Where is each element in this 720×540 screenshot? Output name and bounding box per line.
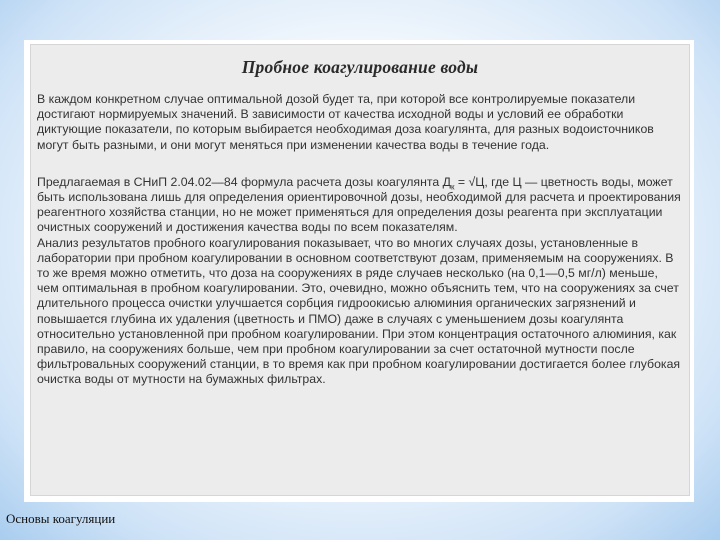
paragraph-snip-formula (37, 175, 681, 236)
slide-card (24, 40, 694, 502)
paragraph-gap (37, 153, 681, 175)
footer-caption: Основы коагуляции (6, 511, 116, 526)
formula-text-start: Предлагаемая в СНиП 2.04.02—84 формула расчета дозы коагулянта Д (37, 174, 451, 189)
paragraph-analysis: Анализ результатов пробного коагулирования показывает, что во многих случаях дозы, установленные в лаборатории при пробном коагулировании в основном соответствуют дозам, применяемым на сооружениях. В то же время можно отметить, что доза на сооружениях в ряде случаев несколько (на 0,1—0,5 мг/л) меньше, чем оптимальная в пробном коагулировании. Это, очевидно, можно объяснить тем, что на сооружениях за счет длительного процесса очистки улучшается сорбция гидроокисью алюминия органических загрязнений и повышается глубина их удаления (цветность и ПМО) даже в случаях с уменьшением дозы коагулянта относительно установленной при пробном коагулировании. При этом концентрация остаточного алюминия, как правило, на сооружениях больше, чем при пробном коагулировании за счет остаточной мутности после фильтровальных сооружений станции, в то время как при пробном коагулировании достигается более глубокая очистка воды от мутности на бумажных фильтрах. (37, 235, 681, 387)
formula-subscript: к (450, 182, 455, 192)
paragraph-optimal-dose: В каждом конкретном случае оптимальной дозой будет та, при которой все контролируемые показатели достигают нормируемых значений. В зависимости от качества исходной воды и условий ее обработки диктующие показатели, по которым выбирается необходимая доза коагулянта, для разных водоисточников могут быть разными, и они могут меняться при изменении качества воды в течение года. (37, 92, 654, 152)
scanned-page (30, 44, 690, 496)
page-title: Пробное коагулирование воды (241, 57, 479, 77)
formula-text-end: = √Ц, где Ц — цветность воды, может быть использована лишь для определения ориентировочной дозы, необходимой для расчета и проектирования реагентного хозяйства станции, но не может применяться для определения дозы реагента при эксплуатации очистных сооружений и достижения качества воды по всем показателям. (37, 174, 681, 235)
body-text (31, 78, 689, 388)
